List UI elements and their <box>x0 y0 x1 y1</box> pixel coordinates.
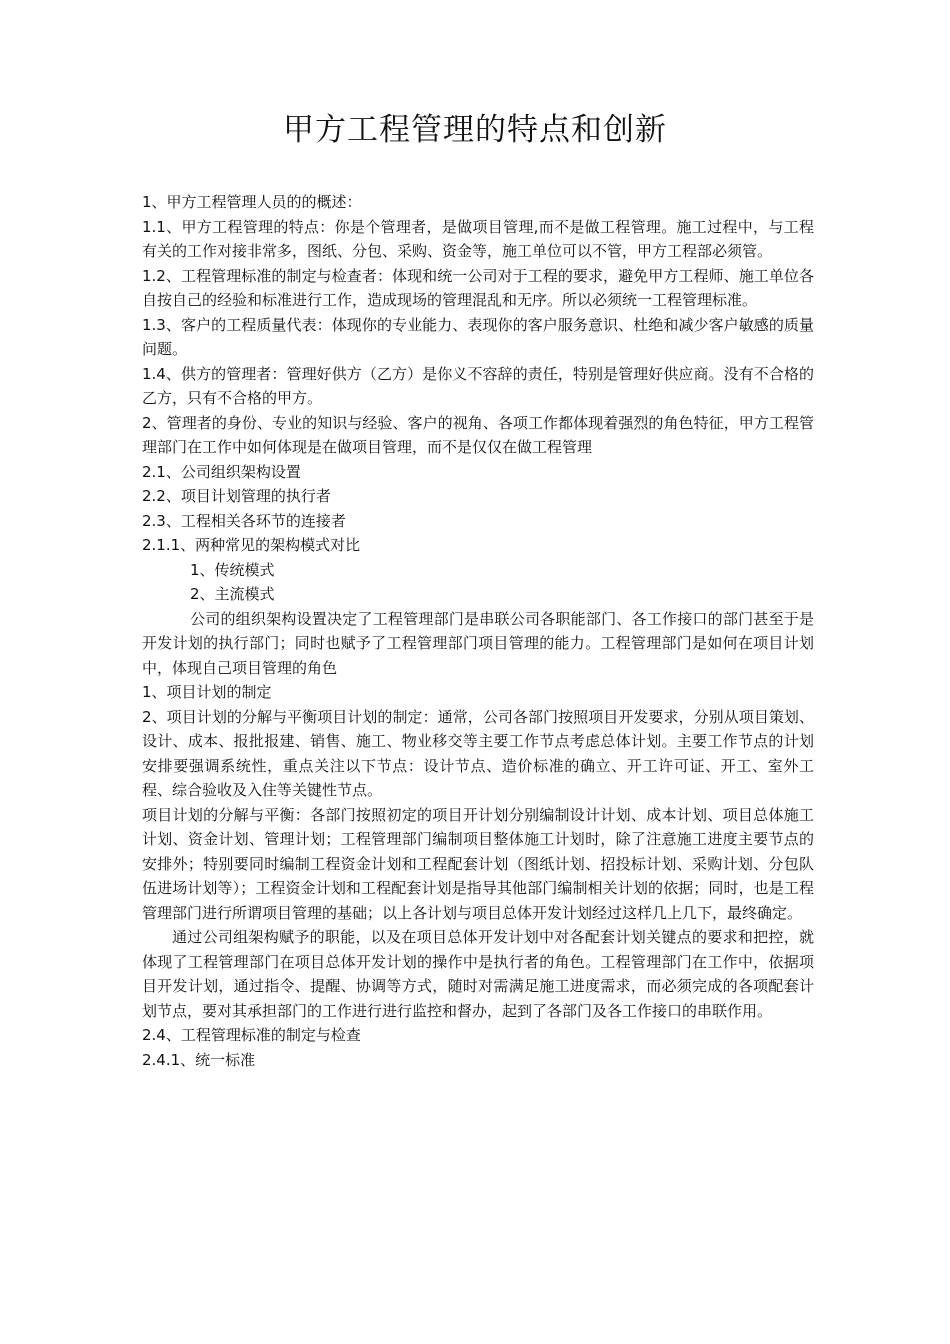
paragraph: 2.1、公司组织架构设置 <box>142 462 301 481</box>
paragraph: 1.1、甲方工程管理的特点：你是个管理者，是做项目管理,而不是做工程管理。施工过程中，与工程有关的工作对接非常多，图纸、分包、采购、资金等，施工单位可以不管，甲方工程部必须管。 <box>142 217 814 260</box>
paragraph: 2、项目计划的分解与平衡项目计划的制定：通常，公司各部门按照项目开发要求，分别从项目策划、设计、成本、报批报建、销售、施工、物业移交等主要工作节点考虑总体计划。主要工作节点的计划安排要强调系统性，重点关注以下节点：设计节点、造价标准的确立、开工许可证、开工、室外工程、综合验收及入住等关键性节点。 <box>142 707 814 799</box>
paragraph: 通过公司组架构赋予的职能，以及在项目总体开发计划中对各配套计划关键点的要求和把控，就体现了工程管理部门在项目总体开发计划的操作中是执行者的角色。工程管理部门在工作中，依据项目开发计划，通过指令、提醒、协调等方式，随时对需满足施工进度需求，而必须完成的各项配套计划节点，要对其承担部门的工作进行进行监控和督办，起到了各部门及各工作接口的串联作用。 <box>142 928 814 1020</box>
paragraph: 1.2、工程管理标准的制定与检查者：体现和统一公司对于工程的要求，避免甲方工程师、施工单位各自按自己的经验和标准进行工作，造成现场的管理混乱和无序。所以必须统一工程管理标准。 <box>142 266 814 309</box>
list-item: 2、主流模式 <box>190 585 275 603</box>
paragraph: 2.4、工程管理标准的制定与检查 <box>142 1026 361 1044</box>
paragraph: 1、甲方工程管理人员的的概述： <box>142 193 362 211</box>
paragraph: 2.2、项目计划管理的执行者 <box>142 487 331 505</box>
paragraph: 1.4、供方的管理者：管理好供方（乙方）是你义不容辞的责任，特别是管理好供应商。没有不合格的乙方，只有不合格的甲方。 <box>142 364 814 407</box>
paragraph: 2.4.1、统一标准 <box>142 1050 256 1069</box>
paragraph: 1、项目计划的制定 <box>142 683 272 701</box>
list-item: 1、传统模式 <box>190 560 275 579</box>
paragraph: 项目计划的分解与平衡：各部门按照初定的项目开计划分别编制设计计划、成本计划、项目总体施工计划、资金计划、管理计划；工程管理部门编制项目整体施工计划时，除了注意施工进度主要节点的安排外；特别要同时编制工程资金计划和工程配套计划（图纸计划、招投标计划、采购计划、分包队伍进场计划等）；工程资金计划和工程配套计划是指导其他部门编制相关计划的依据；同时，也是工程管理部门进行所谓项目管理的基础；以上各计划与项目总体开发计划经过这样几上几下，最终确定。 <box>142 805 814 922</box>
document-title: 甲方工程管理的特点和创新 <box>283 112 667 148</box>
paragraph: 2、管理者的身份、专业的知识与经验、客户的视角、各项工作都体现着强烈的角色特征，甲方工程管理部门在工作中如何体现是在做项目管理，而不是仅仅在做工程管理 <box>142 413 814 456</box>
document-body <box>142 190 814 1072</box>
paragraph: 1.3、客户的工程质量代表：体现你的专业能力、表现你的客户服务意识、杜绝和减少客户敏感的质量问题。 <box>142 315 814 358</box>
paragraph: 2.3、工程相关各环节的连接者 <box>142 511 346 530</box>
paragraph: 2.1.1、两种常见的架构模式对比 <box>142 536 361 554</box>
paragraph: 公司的组织架构设置决定了工程管理部门是串联公司各职能部门、各工作接口的部门甚至于是开发计划的执行部门；同时也赋予了工程管理部门项目管理的能力。工程管理部门是如何在项目计划中，体现自己项目管理的角色 <box>142 609 814 677</box>
